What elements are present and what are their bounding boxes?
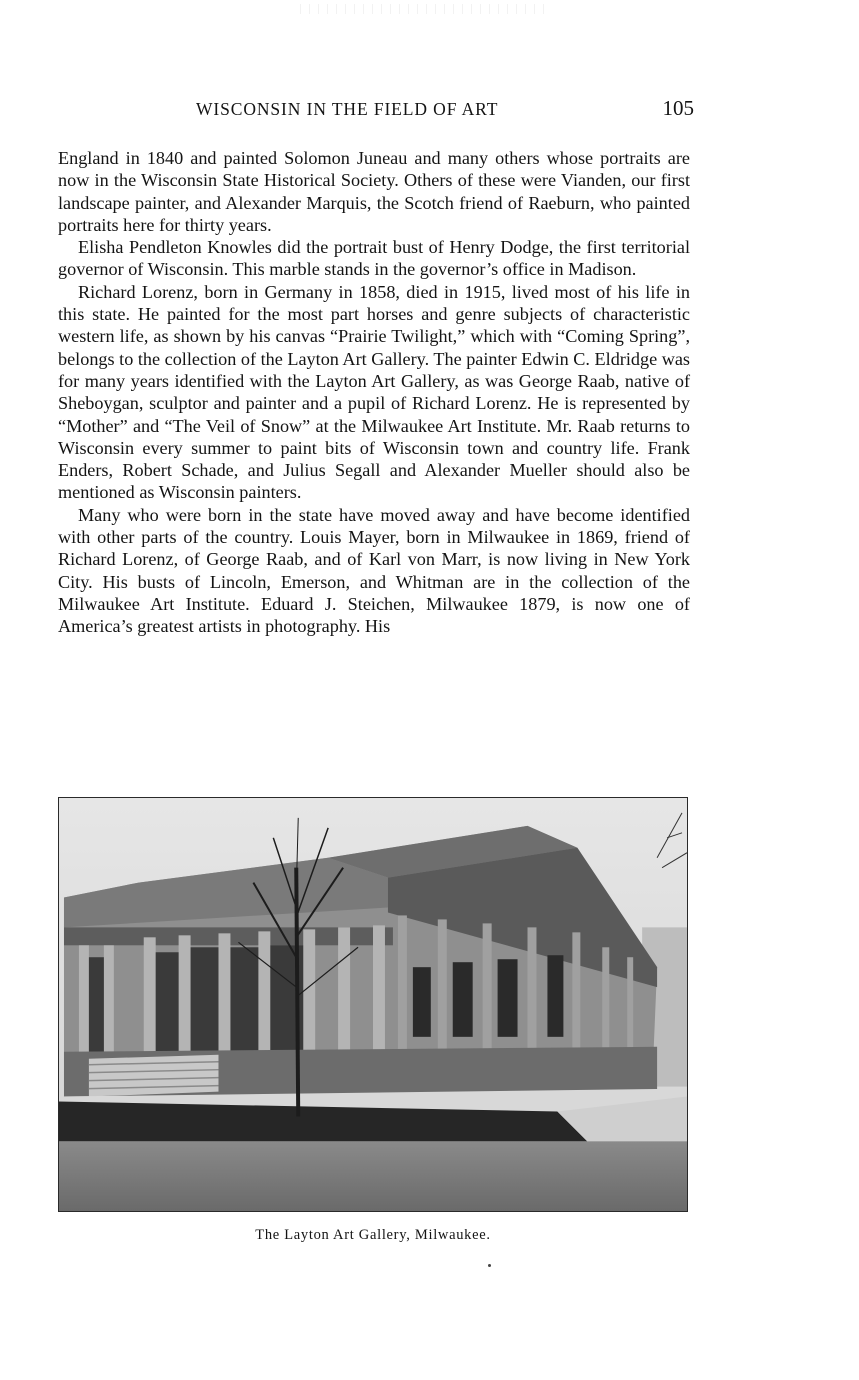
paragraph-3: Richard Lorenz, born in Germany in 1858, died in 1915, lived most of his life in this state. He painted for the most part horses and genre subjects of characteristic western life, as shown by his canvas “Prairie Twilight,” which with “Coming Spring”, belongs to the collection of the Layton Art Gallery. The painter Edwin C. Eldridge was for many years identified with the Layton Art Gallery, as was George Raab, native of Sheboygan, sculptor and painter and a pupil of Richard Lorenz. He is represented by “Mother” and “The Veil of Snow” at the Milwaukee Art Institute. Mr. Raab returns to Wisconsin every summer to paint bits of Wisconsin town and country life. Frank Enders, Robert Schade, and Julius Segall and Alexander Mueller should also be mentioned as Wisconsin painters. xyxy=(58,281,690,503)
print-speck xyxy=(488,1264,491,1267)
figure-caption: The Layton Art Gallery, Milwaukee. xyxy=(255,1227,491,1243)
page-number: 105 xyxy=(662,96,694,120)
scan-artifact xyxy=(300,4,550,14)
gallery-photograph xyxy=(58,797,688,1212)
paragraph-4: Many who were born in the state have moved away and have become identified with other parts of the country. Louis Mayer, born in Milwaukee in 1869, friend of Richard Lorenz, of George Raab, and of Karl von Marr, is now living in New York City. His busts of Lincoln, Emerson, and Whitman are in the collection of the Milwaukee Art Institute. Eduard J. Steichen, Milwaukee 1879, is now one of America’s greatest artists in photography. His xyxy=(58,504,690,637)
page-header xyxy=(58,96,694,124)
body-text xyxy=(58,147,690,638)
running-title: WISCONSIN IN THE FIELD OF ART xyxy=(196,99,499,119)
building-illustration xyxy=(59,798,687,1211)
paragraph-1: England in 1840 and painted Solomon Juneau and many others whose portraits are now in the Wisconsin State Historical Society. Others of these were Vianden, our first landscape painter, and Alexander Marquis, the Scotch friend of Raeburn, who painted portraits here for thirty years. xyxy=(58,148,690,235)
paragraph-2: Elisha Pendleton Knowles did the portrait bust of Henry Dodge, the first territorial governor of Wisconsin. This marble stands in the governor’s office in Madison. xyxy=(58,237,690,280)
